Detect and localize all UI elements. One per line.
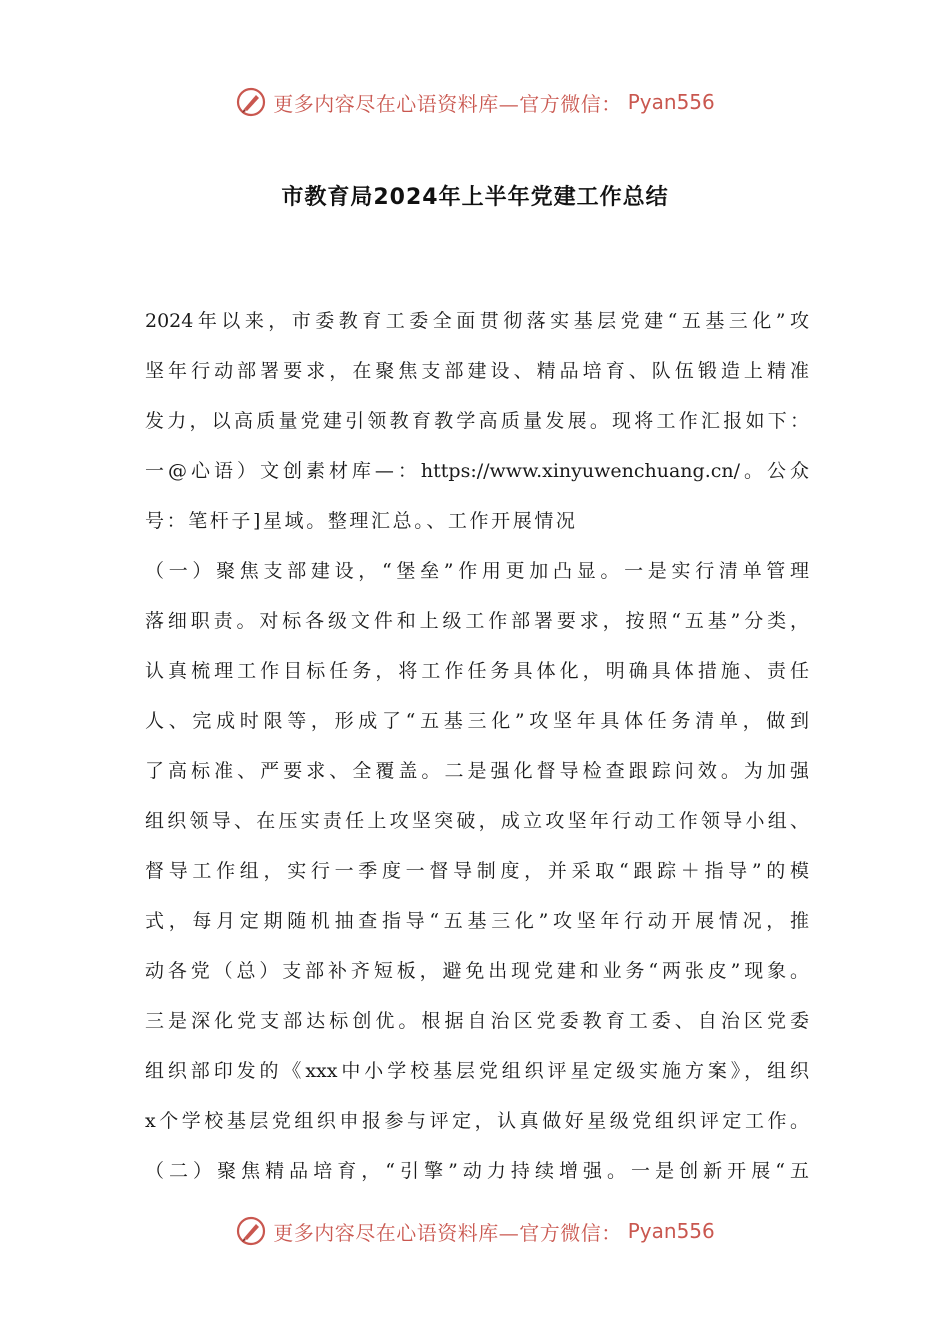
document-body xyxy=(145,296,809,1196)
watermark-wechat-id: Pyan556 xyxy=(627,90,715,114)
pen-logo-icon xyxy=(235,1215,267,1247)
body-line: 2024年以来，市委教育工委全面贯彻落实基层党建“五基三化”攻 xyxy=(145,310,809,332)
body-line: 发力，以高质量党建引领教育教学高质量发展。现将工作汇报如下： xyxy=(145,410,809,432)
watermark-banner-top xyxy=(0,84,950,120)
watermark-wechat-id: Pyan556 xyxy=(627,1219,715,1243)
watermark-text: 更多内容尽在心语资料库—官方微信： xyxy=(273,1220,622,1245)
pen-logo-icon xyxy=(235,86,267,118)
body-line: 式，每月定期随机抽查指导“五基三化”攻坚年行动开展情况，推 xyxy=(145,910,809,932)
body-line: （二）聚焦精品培育，“引擎”动力持续增强。一是创新开展“五 xyxy=(145,1160,809,1182)
body-line: 坚年行动部署要求，在聚焦支部建设、精品培育、队伍锻造上精准 xyxy=(145,360,809,382)
body-line: 号：笔杆子]星域。整理汇总。、工作开展情况 xyxy=(145,510,578,532)
watermark-text: 更多内容尽在心语资料库—官方微信： xyxy=(273,91,622,116)
body-line: （一）聚焦支部建设，“堡垒”作用更加凸显。一是实行清单管理 xyxy=(145,560,809,582)
body-line: 三是深化党支部达标创优。根据自治区党委教育工委、自治区党委 xyxy=(145,1010,809,1032)
body-line: 落细职责。对标各级文件和上级工作部署要求，按照“五基”分类， xyxy=(145,610,809,632)
body-line: 组织部印发的《xxx中小学校基层党组织评星定级实施方案》，组织 xyxy=(145,1060,809,1082)
body-line: 动各党（总）支部补齐短板，避免出现党建和业务“两张皮”现象。 xyxy=(145,960,809,982)
body-line: 了高标准、严要求、全覆盖。二是强化督导检查跟踪问效。为加强 xyxy=(145,760,809,782)
body-line: 认真梳理工作目标任务，将工作任务具体化，明确具体措施、责任 xyxy=(145,660,809,682)
body-line: 组织领导、在压实责任上攻坚突破，成立攻坚年行动工作领导小组、 xyxy=(145,810,809,832)
body-line: 督导工作组，实行一季度一督导制度，并采取“跟踪＋指导”的模 xyxy=(145,860,809,882)
body-line: x个学校基层党组织申报参与评定，认真做好星级党组织评定工作。 xyxy=(145,1110,809,1132)
body-line: 人、完成时限等，形成了“五基三化”攻坚年具体任务清单，做到 xyxy=(145,710,809,732)
body-line: 一@心语）文创素材库—：https://www.xinyuwenchuang.cn/。公众 xyxy=(145,460,809,482)
watermark-banner-bottom xyxy=(0,1213,950,1249)
document-title: 市教育局2024年上半年党建工作总结 xyxy=(281,185,669,210)
